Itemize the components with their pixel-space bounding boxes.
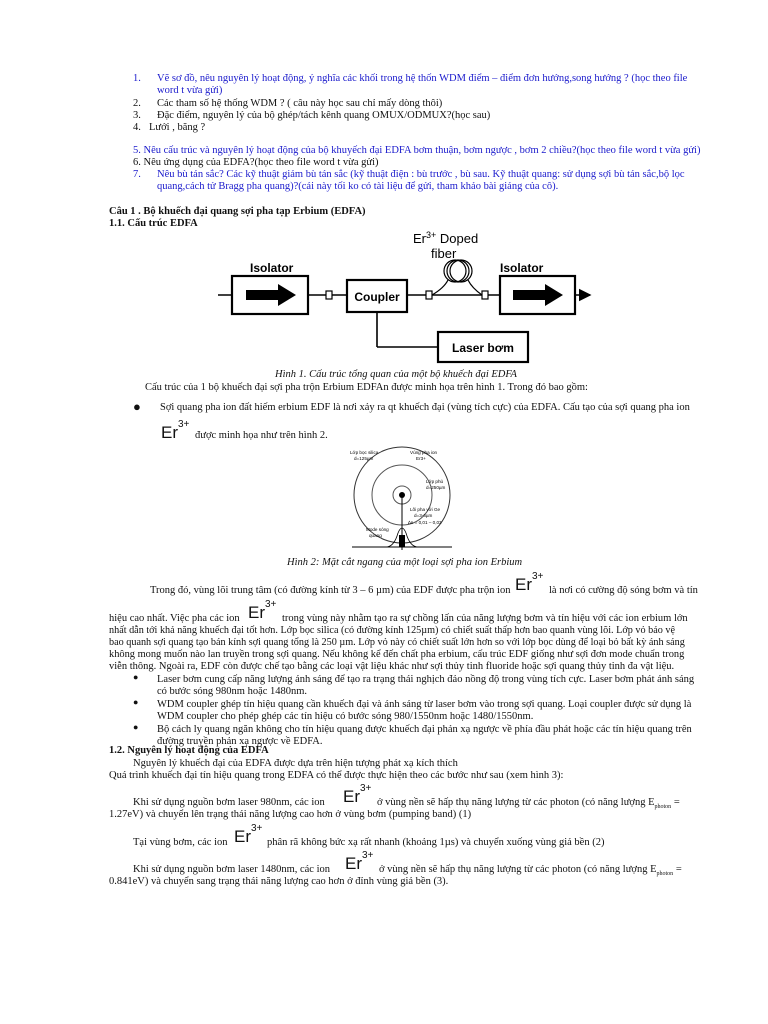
- question-7-line1: Nêu bù tán sắc? Các kỹ thuật giảm bù tán sắc (kỹ thuật điện : bù trước , bù sau. Kỹ thuật quang: sử dụng sợi bù tán sắc,bộ lọc: [157, 169, 685, 180]
- paragraph-3-a: Khi sử dụng nguồn bơm laser 980nm, các ion: [133, 797, 325, 808]
- question-5-text: 5. Nêu cấu trúc và nguyên lý hoạt động của bộ khuyếch đại EDFA bơm thuận, bơm ngược , bơm 2 chiều?(học theo file word t vừa gửi): [133, 145, 701, 156]
- question-2-number: 2.: [133, 98, 141, 109]
- figure-1-caption: Hình 1. Cấu trúc tổng quan của một bộ khuếch đại EDFA: [275, 369, 517, 380]
- connector-1: [326, 291, 332, 299]
- paragraph-2-d: bao quanh sợi quang tạo bán kính sợi quang tổng là 250 µm. Lớp vỏ này có chiết suất lớn hơn so với lớp bọc dùng để loại bỏ bất kỳ ánh sáng: [109, 637, 685, 648]
- question-7-number: 7.: [133, 169, 141, 180]
- figure-2-caption: Hình 2: Mặt cắt ngang của một loại sợi pha ion Erbium: [287, 557, 523, 568]
- paragraph-3-b: ở vùng nền sẽ hấp thụ năng lượng từ các photon (có năng lượng $E_{photon}$ =: [377, 797, 680, 811]
- er-ion-symbol: $Er^{3+}$: [343, 783, 372, 806]
- fiber-label: fiber: [431, 246, 457, 261]
- svg-text:quang: quang: [369, 533, 382, 538]
- connector-2: [426, 291, 432, 299]
- question-6-text: 6. Nêu ứng dụng của EDFA?(học theo file word t vừa gửi): [133, 157, 379, 168]
- paragraph-3-d: 1.27eV) và chuyển lên trạng thái năng lượng cao hơn ở vùng bơm (pumping band) (1): [109, 809, 472, 820]
- paragraph-2-b: trong vùng này nhằm tạo ra sự chồng lấn của năng lượng bơm và tín hiệu với các ion erbium lớn: [282, 613, 688, 624]
- paragraph-1-b: là nơi có cường độ sóng bơm và tín: [549, 585, 698, 596]
- question-3-number: 3.: [133, 110, 141, 121]
- question-1-line1: Vẽ sơ đồ, nêu nguyên lý hoạt động, ý nghĩa các khối trong hệ thốn WDM điểm – điểm đơn hướng,song hướng ? (học theo file: [157, 73, 688, 84]
- er-ion-symbol: $Er^{3+}$: [515, 571, 544, 594]
- section-heading: Câu 1 . Bộ khuếch đại quang sợi pha tạp Erbium (EDFA): [109, 206, 366, 217]
- bullet-icon: ●: [133, 399, 141, 414]
- edfa-block-diagram: [210, 228, 600, 364]
- intro-text: Cấu trúc của 1 bộ khuếch đại sợi pha trộn Erbium EDFAn được minh họa trên hình 1. Trong đó bao gồm:: [145, 382, 588, 393]
- paragraph-4-a: Tại vùng bơm, các ion: [133, 837, 228, 848]
- svg-text:∆n = 0,01 – 0,03: ∆n = 0,01 – 0,03: [408, 520, 442, 525]
- bullet-icon: ●: [133, 697, 139, 707]
- section-1-2-line2: Quá trình khuếch đại tín hiệu quang trong EDFA có thể được thực hiện theo các bước như sau (xem hình 3):: [109, 770, 564, 781]
- question-2-text: Các tham số hệ thống WDM ? ( câu này học sau chỉ mấy dòng thôi): [157, 98, 443, 109]
- svg-text:Vùng pha ion: Vùng pha ion: [410, 450, 438, 455]
- connector-3: [482, 291, 488, 299]
- er-ion-symbol: $Er^{3+}$: [248, 599, 277, 622]
- bullet-2-line1: Laser bơm cung cấp năng lượng ánh sáng để tạo ra trạng thái nghịch đảo nồng độ trong vùng tích cực. Laser bơm phát ánh sáng: [157, 674, 695, 685]
- bullet-icon: ●: [133, 672, 139, 682]
- svg-text:d=3-6µm: d=3-6µm: [414, 513, 433, 518]
- paragraph-2-f: viễn thông. Ngoài ra, EDF còn được chế tạo bằng các loại vật liệu khác như sợi thủy tinh fluoride hoặc sợi quang thủy tinh đa vật liệu.: [109, 661, 675, 672]
- paragraph-1-a: Trong đó, vùng lõi trung tâm (có đường kính từ 3 – 6 µm) của EDF được pha trộn ion: [150, 585, 511, 596]
- index-profile-bar: [399, 535, 405, 547]
- isolator-right-label: Isolator: [500, 261, 544, 275]
- svg-text:Lớp phủ: Lớp phủ: [426, 479, 444, 484]
- paragraph-2-c: nhất dẫn tới khả năng khuếch đại tốt hơn. Lớp bọc silica (có đường kính 125µm) có chiết suất thấp hơn bao quanh vùng lõi. Lớp vỏ bảo vệ: [109, 625, 675, 636]
- bullet-3-line2: WDM coupler cho phép ghép các tín hiệu có bước sóng 980/1550nm hoặc 1480/1550nm.: [157, 711, 534, 722]
- question-4-number: 4.: [133, 122, 141, 133]
- svg-text:d=125µm: d=125µm: [354, 456, 374, 461]
- bullet-1-continuation: được minh họa như trên hình 2.: [195, 430, 328, 441]
- er-ion-symbol: $Er^{3+}$: [161, 419, 190, 442]
- paragraph-5-a: Khi sử dụng nguồn bơm laser 1480nm, các ion: [133, 864, 331, 875]
- er-ion-symbol: $Er^{3+}$: [345, 850, 374, 873]
- bullet-1-text: Sợi quang pha ion đất hiếm erbium EDF là nơi xảy ra qt khuếch đại (vùng tích cực) của EDFA. Cấu tạo của sợi quang pha ion: [160, 402, 690, 413]
- bullet-3-line1: WDM coupler ghép tín hiệu quang cần khuếch đại và ánh sáng từ laser bơm vào trong sợi quang. Loại coupler được sử dụng là: [157, 699, 692, 710]
- svg-text:Lớp bọc silica: Lớp bọc silica: [350, 450, 379, 455]
- bullet-4-line2: đường truyền phản xạ ngược về EDFA.: [157, 736, 323, 747]
- bullet-2-line2: có bước sóng 980nm hoặc 1480nm.: [157, 686, 308, 697]
- question-1-number: 1.: [133, 73, 141, 84]
- bullet-icon: ●: [133, 722, 139, 732]
- question-1-line2: word t vừa gửi): [157, 85, 223, 96]
- subsection-heading: 1.1. Cấu trúc EDFA: [109, 218, 198, 229]
- fiber-cross-section-diagram: [344, 445, 460, 553]
- bullet-4-line1: Bộ cách ly quang ngăn không cho tín hiệu quang được khuếch đại phản xạ ngược về phía đầu phát hoặc các tín hiệu quang trên: [157, 724, 692, 735]
- svg-text:d=250µm: d=250µm: [426, 485, 446, 490]
- svg-text:Mode sóng: Mode sóng: [366, 527, 389, 532]
- isolator-left-label: Isolator: [250, 261, 294, 275]
- er-ion-symbol: $Er^{3+}$: [234, 823, 263, 846]
- paragraph-5-b: ở vùng nền sẽ hấp thụ năng lượng từ các photon (có năng lượng $E_{photon}$ =: [379, 864, 682, 878]
- paragraph-2-e: không mong muốn nào lan truyền trong sợi quang. Nếu không kể đến chất pha erbium, cấu trúc EDF giống như sợi đơn mode chuẩn trong: [109, 649, 685, 660]
- section-1-2-heading: 1.2. Nguyên lý hoạt động của EDFA: [109, 745, 269, 756]
- svg-text:Er3+: Er3+: [416, 456, 426, 461]
- paragraph-2-a: hiệu cao nhất. Việc pha các ion: [109, 613, 240, 624]
- question-3-text: Đặc điểm, nguyên lý của bộ ghép/tách kênh quang OMUX/ODMUX?(học sau): [157, 110, 491, 121]
- paragraph-4-b: phân rã không bức xạ rất nhanh (khoảng 1µs) và chuyển xuống vùng giả bền (2): [267, 837, 605, 848]
- svg-text:Lõi pha với Ge: Lõi pha với Ge: [410, 507, 441, 512]
- paragraph-5-d: 0.841eV) và chuyển sang trạng thái năng lượng cao hơn ở đỉnh vùng giả bền (3).: [109, 876, 449, 887]
- laser-pump-label: Laser bơm: [452, 341, 514, 355]
- coupler-label: Coupler: [354, 290, 400, 304]
- section-1-2-line1: Nguyên lý khuếch đại của EDFA được dựa trên hiện tượng phát xạ kích thích: [133, 758, 458, 769]
- doped-fiber-label: $Er^{3+}$ Doped: [413, 230, 479, 246]
- question-7-line2: quang,cách tử Bragg pha quang)?(cái này tối ko có tài liệu để gửi, tham khảo bài giảng của cô).: [157, 181, 559, 192]
- question-4-text: Lưới , băng ?: [149, 122, 206, 133]
